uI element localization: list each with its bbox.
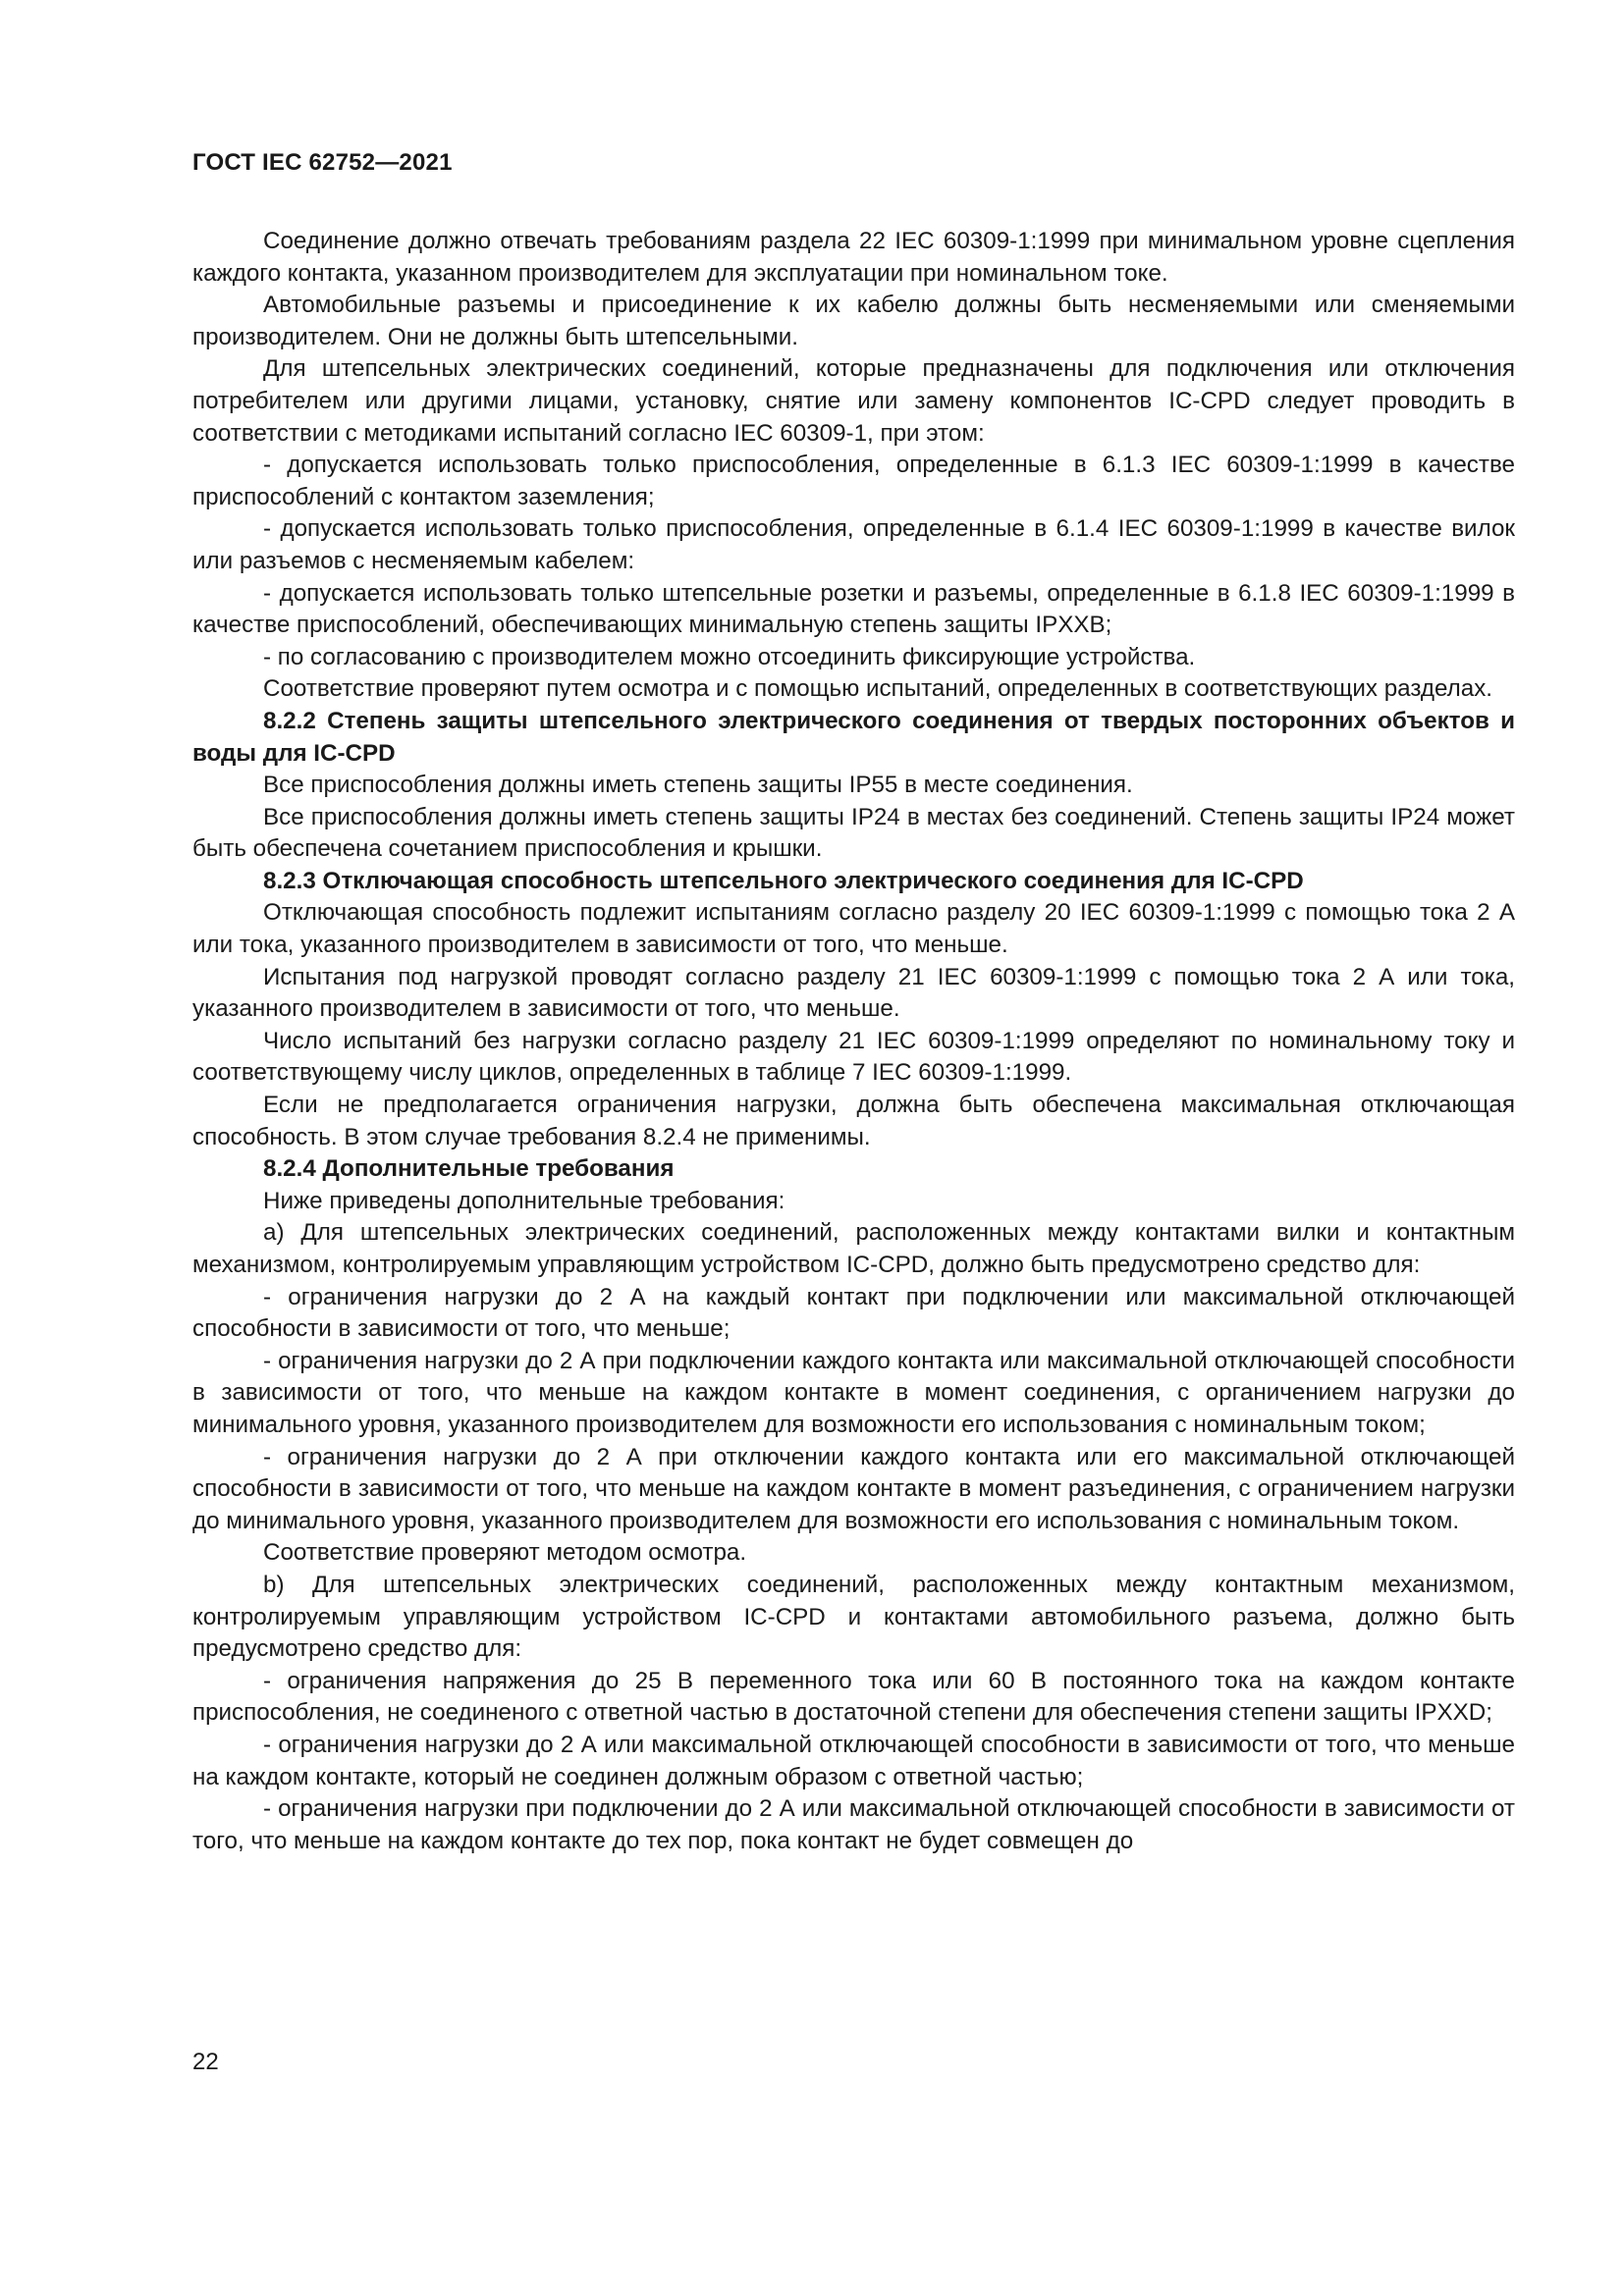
body-paragraph: - ограничения нагрузки до 2 А при подключении каждого контакта или максимальной отключающей способности в зависимости от того, что меньше на каждом контакте в момент соединения, с органичением нагрузки до минимального уровня, указанного производителем для возможности его использования с номинальным током; — [192, 1347, 1515, 1438]
body-paragraph: Автомобильные разъемы и присоединение к их кабелю должны быть несменяемыми или сменяемыми производителем. Они не должны быть штепсельными. — [192, 292, 1515, 350]
page-number: 22 — [192, 2049, 219, 2075]
section-heading: 8.2.4 Дополнительные требования — [263, 1155, 675, 1183]
body-paragraph: - допускается использовать только приспособления, определенные в 6.1.4 IEC 60309-1:1999 в качестве вилок или разъемов с несменяемым кабелем: — [192, 515, 1515, 574]
document-header: ГОСТ IEC 62752—2021 — [192, 149, 453, 176]
body-paragraph: Если не предполагается ограничения нагрузки, должна быть обеспечена максимальная отключающая способность. В этом случае требования 8.2.4 не применимы. — [192, 1092, 1515, 1150]
body-paragraph: - ограничения нагрузки при подключении до 2 А или максимальной отключающей способности в зависимости от того, что меньше на каждом контакте до тех пор, пока контакт не будет совмещен до — [192, 1795, 1515, 1854]
body-paragraph: Ниже приведены дополнительные требования: — [263, 1187, 785, 1214]
body-paragraph: - ограничения напряжения до 25 В переменного тока или 60 В постоянного тока на каждом контакте приспособления, не соединеного с ответной частью в достаточной степени для обеспечения степени защиты IPXXD; — [192, 1667, 1515, 1727]
body-paragraph: b) Для штепсельных электрических соединений, расположенных между контактным механизмом, контролируемым управляющим устройством IC-CPD и контактами автомобильного разъема, должно быть предусмотрено средство для: — [192, 1571, 1515, 1663]
body-paragraph: Испытания под нагрузкой проводят согласно разделу 21 IEC 60309-1:1999 с помощью тока 2 А или тока, указанного производителем в зависимости от того, что меньше. — [192, 963, 1515, 1023]
body-paragraph: - по согласованию с производителем можно отсоединить фиксирующие устройства. — [263, 643, 1196, 670]
body-paragraph: a) Для штепсельных электрических соединений, расположенных между контактами вилки и контактным механизмом, контролируемым управляющим устройством IC-CPD, должно быть предусмотрено средство для: — [192, 1219, 1515, 1278]
body-paragraph: - ограничения нагрузки до 2 А при отключении каждого контакта или его максимальной отключающей способности в зависимости от того, что меньше на каждом контакте в момент разъединения, с ограничением нагрузки до минимального уровня, указанного производителем для возможности его использования с номинальным током. — [192, 1443, 1515, 1534]
body-paragraph: Для штепсельных электрических соединений, которые предназначены для подключения или отключения потребителем или другими лицами, установку, снятие или замену компонентов IC-CPD следует проводить в соответствии с методиками испытаний согласно IEC 60309-1, при этом: — [192, 355, 1515, 447]
body-paragraph: Отключающая способность подлежит испытаниям согласно разделу 20 IEC 60309-1:1999 с помощью тока 2 А или тока, указанного производителем в зависимости от того, что меньше. — [192, 899, 1515, 959]
section-heading: 8.2.2 Степень защиты штепсельного электрического соединения от твердых посторонних объектов и воды для IC-CPD — [192, 707, 1515, 767]
body-paragraph: - ограничения нагрузки до 2 А или максимальной отключающей способности в зависимости от того, что меньше на каждом контакте, который не соединен должным образом с ответной частью; — [192, 1731, 1515, 1790]
body-paragraph: - допускается использовать только приспособления, определенные в 6.1.3 IEC 60309-1:1999 в качестве приспособлений с контактом заземления; — [192, 452, 1515, 510]
section-heading: 8.2.3 Отключающая способность штепсельного электрического соединения для IC-CPD — [263, 867, 1304, 894]
body-paragraph: Соответствие проверяют путем осмотра и с помощью испытаний, определенных в соответствующих разделах. — [263, 675, 1493, 703]
body-paragraph: - ограничения нагрузки до 2 А на каждый контакт при подключении или максимальной отключающей способности в зависимости от того, что меньше; — [192, 1283, 1515, 1343]
body-paragraph: - допускается использовать только штепсельные розетки и разъемы, определенные в 6.1.8 IEC 60309-1:1999 в качестве приспособлений, обеспечивающих минимальную степень защиты IPXXB; — [192, 579, 1515, 639]
body-paragraph: Соответствие проверяют методом осмотра. — [263, 1539, 747, 1567]
body-paragraph: Все приспособления должны иметь степень защиты IP24 в местах без соединений. Степень защиты IP24 может быть обеспечена сочетанием приспособления и крышки. — [192, 803, 1515, 863]
document-body — [192, 226, 1515, 1857]
body-paragraph: Число испытаний без нагрузки согласно разделу 21 IEC 60309-1:1999 определяют по номинальному току и соответствующему числу циклов, определенных в таблице 7 IEC 60309-1:1999. — [192, 1027, 1515, 1087]
body-paragraph: Все приспособления должны иметь степень защиты IP55 в месте соединения. — [263, 772, 1133, 799]
body-paragraph: Соединение должно отвечать требованиям раздела 22 IEC 60309-1:1999 при минимальном уровне сцепления каждого контакта, указанном производителем для эксплуатации при номинальном токе. — [192, 228, 1515, 287]
